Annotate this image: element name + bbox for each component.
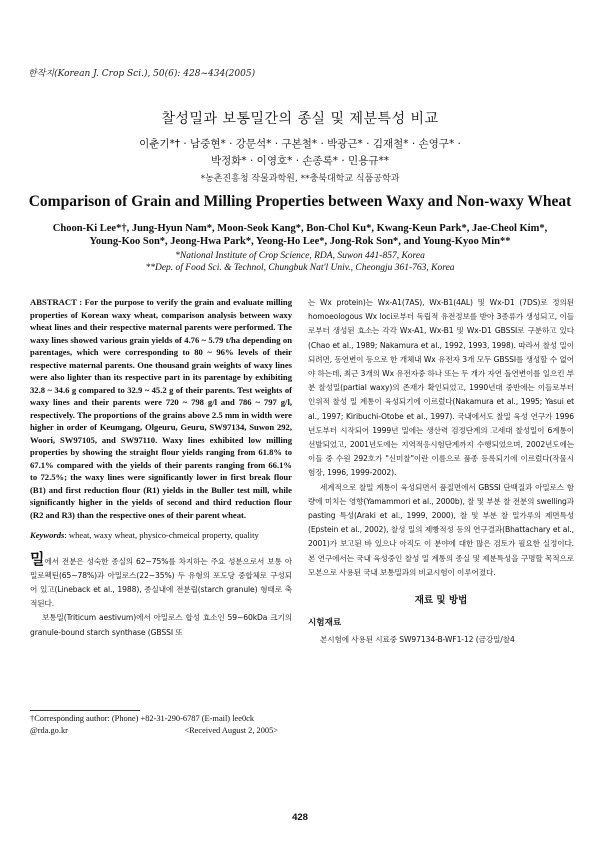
english-affil-line1: *National Institute of Crop Science, RDA, Suwon 441-857, Korea [175,251,425,261]
page-number: 428 [292,812,308,823]
right-paragraph-1: 는 Wx protein)는 Wx-A1(7AS), Wx-B1(4AL) 및 Wx-D1 (7DS)로 정의된 homoeologous Wx loci로부터 독립적 유전정보를 받아 3종류가 생성되고, 이들로부터 생성된 효소는 각각 Wx-A1, Wx-B1 및 Wx-D1 GBSSI로 구분하고 있다(Chao et al., 1989; Nakamura et al., 1992, 1993, 1998). 따라서 찰성 밀이 되려면, 동연변이 등으로 한 개체내 Wx 유전자 3개 모두 GBSSI를 생성할 수 없어야 하는데, 최근 3개의 Wx 유전자중 하나 또는 두 개가 자연 돌연변이를 일으킨 부분 찰성밀(partial waxy)의 존재가 확인되었고, 1990년대 중반에는 이들로부터 인위적 찰성 밀 계통이 육성되기에 이르렀다(Nakamura et al., 1995; Yasui et al., 1997; Kiribuchi-Otobe et al., 1997). 국내에서도 찰밀 육성 연구가 1996년도부터 시작되어 1999년 밀에는 생산력 검정단계의 고세대 찰성밀이 6계통이 선발되었고, 2001년도에는 지역적응시험단계까지 수행되었으며, 2002년도에는 이들 중 수원 292호가 "신미찰"이란 이름으로 품종 등록되기에 이르렀다(작물시험장, 1996, 1999-2002). [308,298,574,478]
english-affiliations [40,251,560,274]
right-paragraph-2: 세계적으로 찰밀 계통이 육성되면서 품질면에서 GBSSI 단백질과 아밀로스 함량에 미치는 영향(Yamammori et al., 2000b), 찰 및 부분 찰 전분의 swelling과 pasting 특성(Araki et al., 1999, 2000), 찰 및 부분 찰 밀가루의 제면특성(Epstein et al., 2002), 찰성 밀의 제빵적성 등의 연구결과(Bhattachary et al., 2001)가 보고된 바 있으나 아직도 이 분야에 대한 많은 검토가 필요한 실정이다. 본 연구에서는 국내 육성중인 찰성 밀 계통의 종실 및 제분특성을 구명할 목적으로 모본으로 사용된 국내 보통밀과의 비교시험이 이루어졌다. [308,482,574,577]
dropcap: 밀 [30,549,45,568]
english-authors-line2: Young-Koo Son*, Jeong-Hwa Park*, Yeong-Ho Lee*, Jong-Rok Son*, and Young-Kyoo Min** [89,235,511,247]
footnote-email-domain: @rda.go.kr [30,725,68,735]
footnote-line1: †Corresponding author: (Phone) +82-31-290-6787 (E-mail) lee0ck [30,714,255,723]
subsection-heading-materials: 시험재료 [308,618,342,629]
intro-paragraph-2: 보통밀(Triticum aestivum)에서 아밀로스 합성 효소인 59~60kDa 크기의 granule-bound starch synthase (GBSSI 또 [30,613,292,637]
korean-affiliations: *농촌진흥청 작물과학원, **충북대학교 식품공학과 [200,174,400,184]
english-authors-line1: Choon-Ki Lee*†, Jung-Hyun Nam*, Moon-Seok Kang*, Bon-Chol Ku*, Kwang-Keun Park*, Jae-Cheol Kim*, [52,223,548,234]
intro-paragraph-1-text: 에서 전분은 성숙한 종실의 62~75%를 차지하는 주요 성분으로서 보통 아밀로펙틴(65~78%)과 아밀로스(22~35%) 두 유형의 포도당 중합체로 구성되어 있고(Lineback et al., 1988), 종실내에 전분립(starch granule) 형태로 축적된다. [30,556,292,609]
korean-authors [60,136,540,170]
section-heading-methods: 재료 및 방법 [414,595,468,607]
english-title: Comparison of Grain and Milling Properties between Waxy and Non-waxy Wheat [28,193,572,210]
footnote-divider [30,710,140,711]
footnote [30,713,278,736]
korean-title: 찰성밀과 보통밀간의 종실 및 제분특성 비교 [161,111,439,127]
keywords-text: : wheat, waxy wheat, physico-chmeical property, quality [64,530,259,540]
keywords [30,529,292,542]
english-affil-line2: **Dep. of Food Sci. & Technol, Chungbuk Nat'l Univ., Cheongju 361-763, Korea [145,262,455,273]
korean-authors-line2: 박정화* · 이영호* · 손종록* · 민용규** [210,155,389,167]
intro-paragraph-1 [30,549,292,612]
right-column [308,296,574,647]
abstract: ABSTRACT : For the purpose to verify the grain and evaluate milling properties of Korean waxy wheat, comparison analysis between waxy wheat lines and their respective maternal parents were performed. The waxy lines showed various grain yields of 4.76 ~ 5.79 t/ha depending on parentages, which were corresponding to 80 ~ 96% levels of their respective maternal parents. One thousand grain weights of waxy lines were also lighter than its respective part in its parentage by exhibiting 32.8 ~ 34.6 g compared to 32.9 ~ 45.2 g of their parents. Test weights of waxy lines and their parents were 720 ~ 798 g/l and 786 ~ 797 g/l, respectively. The proportions of the grains above 2.5 mm in width were higher in order of Keumgang, Olgeuru, Geuru, SW97134, Suwon 292, Woori, SW97105, and SW97110. Waxy lines exhibited low milling properties by showing the straight flour yields ranging from 61.8% to 67.1% compared with the yields of their parents ranging from 66.1% to 72.5%; the waxy lines were significantly lower in first break flour (B1) and first reduction flour (R1) yields in the Buller test mill, while significantly higher in the yields of second and third reduction flour (R2 and R3) than the respective ones of their parent wheat. [30,297,292,520]
left-column [30,296,292,640]
right-paragraph-3: 본시험에 사용된 시료중 SW97134-B-WF1-12 (금강밀/찰4 [320,634,515,644]
journal-citation: 한작지(Korean J. Crop Sci.), 50(6): 428~434(2005) [28,69,256,79]
received-date: <Received August 2, 2005> [184,725,278,735]
korean-authors-line1: 이춘기*† · 남중현* · 강문석* · 구본철* · 박광근* · 김재철* · 손영구* · [139,138,461,150]
footnote-line2 [30,725,278,737]
keywords-label: Keywords [30,530,65,540]
english-authors [40,223,560,248]
